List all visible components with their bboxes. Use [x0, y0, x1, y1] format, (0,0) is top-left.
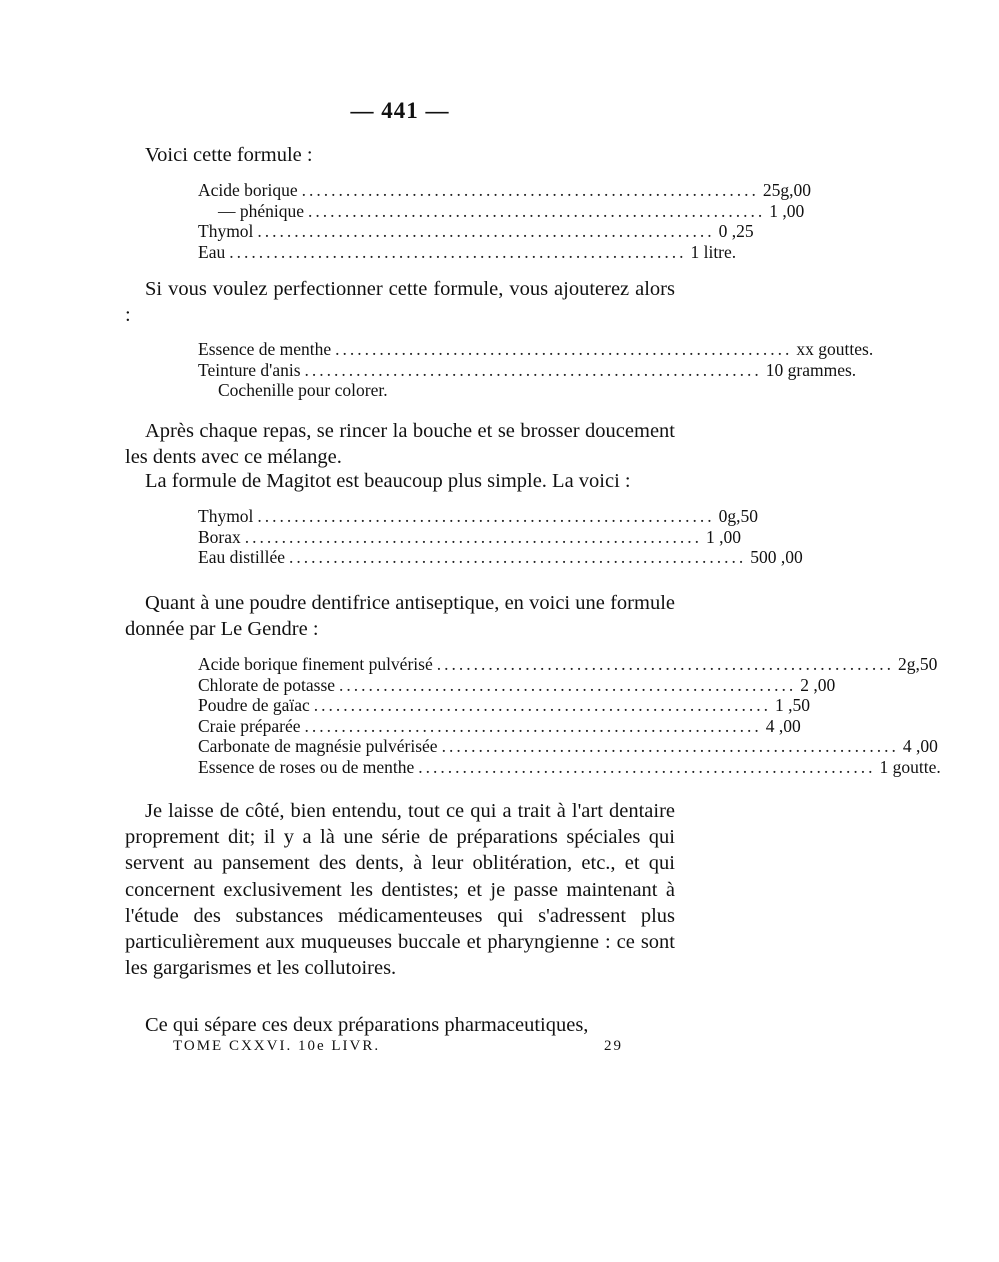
- dot-leader: ..............................................................: [244, 526, 703, 547]
- recipe-row: [198, 756, 941, 778]
- recipe-row: [198, 736, 938, 757]
- dot-leader: ..............................................................: [418, 756, 876, 777]
- dot-leader: ..............................................................: [313, 695, 772, 715]
- paragraph: Ce qui sépare ces deux préparations pharmaceutiques,: [145, 1014, 589, 1036]
- dot-leader: ..............................................................: [339, 674, 797, 695]
- ingredient-quantity: 500 ,00: [750, 547, 803, 567]
- recipe-row: [198, 339, 874, 360]
- recipe-row: [198, 200, 805, 222]
- footer-sheet-number: 29: [604, 1038, 623, 1054]
- paragraph: [125, 276, 675, 328]
- page-footer: [173, 1038, 623, 1055]
- ingredient-quantity: 1 ,00: [769, 200, 805, 221]
- ingredient-quantity: 4 ,00: [902, 736, 938, 756]
- footer-signature: TOME CXXVI. 10e LIVR.: [173, 1038, 381, 1054]
- ingredient-name: Borax: [198, 526, 241, 547]
- dot-leader: ..............................................................: [308, 200, 766, 221]
- dot-leader: ..............................................................: [304, 715, 762, 736]
- recipe-row: [198, 715, 801, 737]
- recipe-row: [198, 506, 759, 527]
- ingredient-name: Eau distillée: [198, 547, 285, 567]
- paragraph: [125, 590, 675, 642]
- ingredient-quantity: 2g,50: [897, 654, 938, 674]
- recipe-formula-2: [198, 339, 874, 401]
- recipe-formula-4: [198, 654, 941, 777]
- paragraph-text: Je laisse de côté, bien entendu, tout ce qui a trait à l'art dentaire proprement dit; il y a là une série de préparations spéciales qui servent au pansement des dents, à leur oblitération, etc., et qui concernent exclusivement les dentistes; et je passe maintenant à l'étude des substances médicamenteuses qui s'adressent plus particulièrement aux muqueuses buccale et pharyngienne : ce sont les gargarismes et les collutoires.: [125, 800, 675, 980]
- ingredient-quantity: 0 ,25: [718, 221, 754, 241]
- ingredient-name: Cochenille pour colorer.: [218, 380, 388, 400]
- ingredient-name: Essence de menthe: [198, 339, 332, 359]
- ingredient-name: Teinture d'anis: [198, 359, 301, 380]
- recipe-row: [198, 674, 836, 696]
- ingredient-name: Poudre de gaïac: [198, 695, 310, 715]
- dot-leader: ..............................................................: [289, 547, 747, 567]
- ingredient-name: Craie préparée: [198, 715, 301, 736]
- recipe-formula-1: [198, 180, 811, 262]
- recipe-row: [198, 359, 857, 381]
- recipe-row: [198, 241, 737, 263]
- dot-leader: ..............................................................: [257, 221, 715, 241]
- ingredient-name: Carbonate de magnésie pulvérisée: [198, 736, 438, 756]
- ingredient-quantity: 1 ,50: [775, 695, 811, 715]
- ingredient-quantity: 25g,00: [762, 180, 811, 200]
- ingredient-quantity: 10 grammes.: [765, 359, 857, 380]
- ingredient-name: Chlorate de potasse: [198, 674, 336, 695]
- intro-line: Voici cette formule :: [145, 144, 313, 166]
- recipe-row: [198, 180, 811, 201]
- paragraph: [125, 798, 675, 981]
- ingredient-name: Thymol: [198, 506, 254, 526]
- ingredient-quantity: 1 ,00: [706, 526, 742, 547]
- dot-leader: ..............................................................: [441, 736, 899, 756]
- page-number: — 441 —: [350, 98, 450, 123]
- ingredient-quantity: 0g,50: [718, 506, 759, 526]
- recipe-row: [198, 221, 754, 242]
- ingredient-quantity: 4 ,00: [765, 715, 801, 736]
- ingredient-name: Acide borique: [198, 180, 298, 200]
- ingredient-quantity: 1 goutte.: [879, 756, 941, 777]
- paragraph: [125, 418, 675, 470]
- recipe-row: [198, 547, 803, 568]
- paragraph-text: Après chaque repas, se rincer la bouche et se brosser doucement les dents avec ce mélange.: [125, 420, 675, 468]
- ingredient-quantity: 1 litre.: [690, 241, 737, 262]
- ingredient-quantity: 2 ,00: [800, 674, 836, 695]
- dot-leader: ..............................................................: [335, 339, 793, 359]
- paragraph-text: Si vous voulez perfectionner cette formule, vous ajouterez alors :: [125, 278, 675, 326]
- paragraph: La formule de Magitot est beaucoup plus simple. La voici :: [145, 470, 631, 492]
- recipe-formula-3: [198, 506, 803, 568]
- dot-leader: ..............................................................: [229, 241, 687, 262]
- ingredient-name: Thymol: [198, 221, 254, 241]
- recipe-row: [198, 380, 658, 401]
- ingredient-name: Acide borique finement pulvérisé: [198, 654, 433, 674]
- ingredient-name: — phénique: [218, 200, 305, 221]
- recipe-row: [198, 526, 742, 548]
- ingredient-quantity: xx gouttes.: [796, 339, 874, 359]
- dot-leader: ..............................................................: [304, 359, 762, 380]
- recipe-row: [198, 695, 811, 716]
- dot-leader: ..............................................................: [257, 506, 715, 526]
- ingredient-name: Essence de roses ou de menthe: [198, 756, 415, 777]
- dot-leader: ..............................................................: [301, 180, 759, 200]
- recipe-row: [198, 654, 938, 675]
- dot-leader: ..............................................................: [436, 654, 894, 674]
- paragraph-text: Quant à une poudre dentifrice antiseptique, en voici une formule donnée par Le Gendre :: [125, 592, 675, 640]
- ingredient-name: Eau: [198, 241, 226, 262]
